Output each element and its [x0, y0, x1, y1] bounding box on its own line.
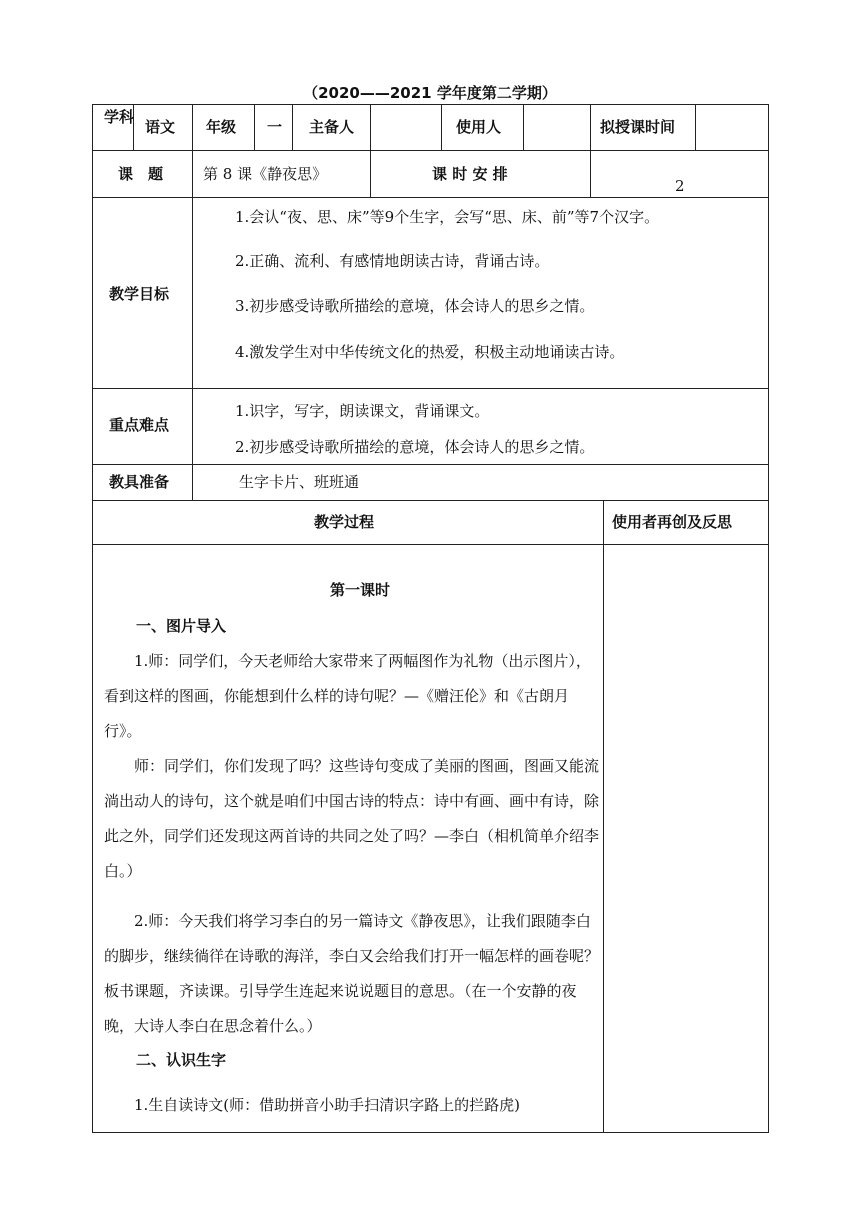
keypoints-label: 重点难点	[109, 416, 170, 434]
term-header: （2020——2021 学年度第二学期）	[303, 84, 557, 102]
subject-label: 学科	[104, 108, 135, 126]
grade-label: 年级	[206, 118, 237, 136]
goal-item: 1.会认“夜、思、床”等9个生字，会写“思、床、前”等7个汉字。	[235, 208, 660, 226]
goal-item: 2.正确、流利、有感情地朗读古诗，背诵古诗。	[235, 252, 550, 270]
grade-value: 一	[267, 118, 283, 136]
paragraph: 2.师：今天我们将学习李白的另一篇诗文《静夜思》，让我们跟随李白的脚步，继续徜徉在诗歌的海洋，李白又会给我们打开一幅怎样的画卷呢？板书课题，齐读课。引导学生连起来说说题目的意思。（在一个安静的夜晚，大诗人李白在思念着什么。）	[104, 912, 600, 1035]
keypoint-item: 2.初步感受诗歌所描绘的意境，体会诗人的思乡之情。	[235, 438, 595, 456]
lesson-plan-table	[92, 104, 769, 1133]
paragraph: 1.师：同学们，今天老师给大家带来了两幅图作为礼物（出示图片），看到这样的图画，你能想到什么样的诗句呢？—《赠汪伦》和《古朗月行》。	[104, 652, 591, 740]
schedule-value: 2	[675, 177, 685, 195]
paragraph: 师：同学们，你们发现了吗？这些诗句变成了美丽的图画，图画又能流淌出动人的诗句，这个就是咱们中国古诗的特点：诗中有画、画中有诗，除此之外，同学们还发现这两首诗的共同之处了吗？—李白（相机简单介绍李白。）	[104, 757, 600, 880]
section1-title: 一、图片导入	[136, 617, 227, 635]
goals-label: 教学目标	[109, 285, 170, 303]
topic-value: 第 8 课《静夜思》	[203, 165, 328, 183]
user-label: 使用人	[456, 118, 502, 136]
materials-label: 教具准备	[109, 473, 170, 491]
process-label: 教学过程	[314, 513, 375, 531]
time-label: 拟授课时间	[600, 118, 676, 136]
reflection-label: 使用者再创及反思	[612, 513, 733, 531]
topic-label: 课 题	[118, 165, 164, 183]
section2-title: 二、认识生字	[136, 1051, 227, 1069]
goal-item: 3.初步感受诗歌所描绘的意境，体会诗人的思乡之情。	[235, 297, 595, 315]
subject-value: 语文	[145, 118, 176, 136]
schedule-label: 课 时 安 排	[432, 165, 508, 183]
goal-item: 4.激发学生对中华传统文化的热爱，积极主动地诵读古诗。	[235, 343, 625, 361]
paragraph: 1.生自读诗文(师：借助拼音小助手扫清识字路上的拦路虎)	[134, 1096, 521, 1114]
keypoint-item: 1.识字，写字，朗读课文，背诵课文。	[235, 402, 490, 420]
materials-value: 生字卡片、班班通	[239, 473, 360, 491]
preparer-label: 主备人	[309, 118, 355, 136]
lesson-title: 第一课时	[330, 581, 391, 599]
